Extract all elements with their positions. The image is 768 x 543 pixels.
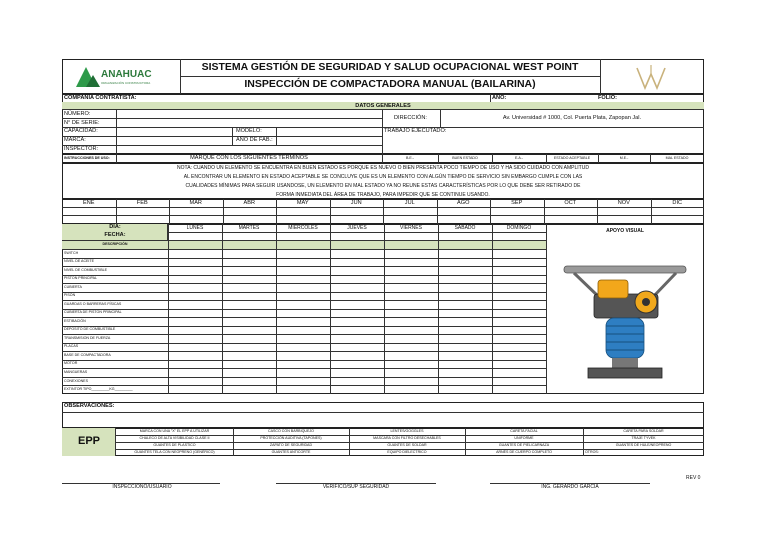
fab-year-label: AÑO DE FAB.:: [236, 137, 273, 143]
observations-box: [62, 402, 704, 428]
mark-terms: MARQUE CON LOS SIGUIENTES TÉRMINOS: [190, 155, 308, 161]
epp-item: CASCO CON BARBIQUEJO: [268, 429, 314, 433]
month-label: DIC: [672, 200, 683, 206]
inspection-item-label: CONEXIONES: [64, 378, 88, 383]
mountain-logo-icon: [76, 65, 100, 87]
epp-item: GUANTES TELA CON NEOPRENO (GENÉRICO): [134, 450, 215, 454]
inspection-item-label: BASE DE COMPACTADORA: [64, 352, 111, 357]
row-divider: [62, 249, 546, 250]
work-executed-label: TRABAJO EJECUTADO:: [384, 128, 447, 134]
company-label: COMPAÑÍA CONTRATISTA:: [64, 95, 137, 101]
row-divider: [62, 266, 546, 267]
inspection-item-label: PISÓN: [64, 293, 76, 298]
epp-item: UNIFORME: [514, 436, 534, 440]
inspection-item-label: SWITCH: [64, 250, 79, 255]
row-divider: [62, 258, 546, 259]
inspection-item-label: GUARDAS O BARRERAS FÍSICAS: [64, 301, 122, 306]
folio-label: FOLIO:: [598, 95, 617, 101]
day-label: SÁBADO: [454, 225, 476, 231]
row-divider: [62, 360, 546, 361]
inspection-item-label: EXTINTOR TIPO_________KG_________: [64, 387, 133, 392]
header-divider: [180, 76, 600, 77]
inspection-item-label: NIVEL DE COMBUSTIBLE: [64, 267, 108, 272]
month-label: JUN: [350, 200, 362, 206]
epp-item: CARETA FACIAL: [510, 429, 538, 433]
row-divider: [62, 240, 546, 241]
row-divider: [168, 232, 546, 233]
note-line: NOTA: CUANDO UN ELEMENTO SE ENCUENTRA EN BUEN ESTADO ES PORQUE ES NUEVO O BIEN PRESENTA POCO TIEMPO DE USO Y HA SIDO CUIDADO CON AMPLITUD: [177, 165, 589, 171]
month-label: OCT: [564, 200, 577, 206]
capacity-label: CAPACIDAD:: [64, 128, 98, 134]
description-label: DESCRIPCIÓN: [102, 242, 128, 246]
inspection-item-label: DEPOSITO DE COMBUSTIBLE: [64, 327, 116, 332]
note-line: FORMA INMEDIATA DEL ÁREA DE TRABAJO, PARA IMPEDIR QUE SE CONTINUE USANDO.: [276, 192, 490, 198]
serial-label: N° DE SERIE:: [64, 120, 100, 126]
form-title: SISTEMA GESTIÓN DE SEGURIDAD Y SALUD OCUPACIONAL WEST POINT: [201, 61, 579, 73]
logo-text: ANAHUAC: [101, 69, 152, 80]
row-divider: [62, 385, 546, 386]
number-label: NÚMERO:: [64, 111, 91, 117]
month-label: MAR: [189, 200, 202, 206]
epp-item: GUANTES ANTICORTE: [271, 450, 311, 454]
row-divider: [62, 343, 546, 344]
day-label: VIERNES: [400, 225, 422, 231]
logo-subtext: ORGANIZACIÓN CONSTRUCTORA: [101, 81, 151, 85]
day-label: JUEVES: [347, 225, 367, 231]
row-divider: [62, 377, 546, 378]
inspection-item-label: TRANSMISION DE FUERZA: [64, 335, 111, 340]
signature-inspector: INSPECCIONÓ/USUARIO: [112, 484, 172, 490]
epp-item: GUANTES DE PLASTICO: [153, 443, 196, 447]
month-label: AGO: [457, 200, 470, 206]
signature-engineer: ING. GERARDO GARCIA: [541, 484, 599, 490]
month-label: MAY: [296, 200, 309, 206]
epp-item: ARNÉS DE CUERPO COMPLETO: [496, 450, 552, 454]
revision-label: REV 0: [686, 475, 701, 481]
inspection-item-label: MOTOR: [64, 361, 78, 366]
day-label: MARTES: [238, 225, 260, 231]
year-label: AÑO:: [492, 95, 507, 101]
note-line: CUALIDADES MÍNIMAS PARA SEGUIR USANDOSE, UN ELEMENTO EN MAL ESTADO YA NO REUNE ESTAS CARACTERÍSTICAS POR LO QUE DEBE SER RETIRADO DE: [185, 183, 581, 189]
epp-item: LENTES/GOGGLES: [390, 429, 424, 433]
inspector-label: INSPECTOR:: [64, 146, 99, 152]
address-value: Av. Universidad # 1000, Col. Puerta Plata, Zapopan Jal.: [502, 115, 642, 121]
compactor-image: [560, 244, 690, 384]
date-label: FECHA:: [104, 232, 126, 238]
epp-item: GUANTES DE SOLDAR: [387, 443, 427, 447]
epp-item: GUANTES DE HULE/NEOPRENO: [615, 443, 672, 447]
row-divider: [62, 368, 546, 369]
inspection-item-label: CUBIERTA DE PISTON PRINCIPAL: [64, 310, 122, 315]
epp-item: EQUIPO DIELECTRICO: [387, 450, 427, 454]
address-label: DIRECCIÓN:: [394, 115, 427, 121]
legend-ea-desc: ESTADO ACEPTABLE: [553, 156, 591, 160]
month-label: SEP: [511, 200, 523, 206]
westpoint-logo-icon: [634, 62, 668, 92]
inspection-item-label: PISTON PRINCIPAL: [64, 276, 98, 281]
company-logo: [76, 63, 176, 91]
month-label: JUL: [404, 200, 415, 206]
day-label: MIÉRCOLES: [288, 225, 318, 231]
day-label: DÍA:: [109, 224, 121, 230]
epp-item: TRAJE TYVEK: [631, 436, 656, 440]
inspection-item-label: CUBIERTA: [64, 284, 82, 289]
row-divider: [62, 300, 546, 301]
epp-item: CHALECO DE ALTA VISIBILIDAD CLASE II: [139, 436, 210, 440]
inspection-item-label: NIVEL DE ACEITE: [64, 259, 95, 264]
epp-item: PROTECCIÓN AUDITIVA (TAPONES): [260, 436, 322, 440]
epp-item: OTROS:: [585, 450, 599, 454]
row-divider: [62, 317, 546, 318]
month-label: FEB: [136, 200, 148, 206]
day-label: DOMINGO: [506, 225, 532, 231]
epp-label: EPP: [77, 435, 100, 447]
brand-label: MARCA:: [64, 137, 86, 143]
row-divider: [62, 283, 546, 284]
row-divider: [62, 309, 546, 310]
day-label: LUNES: [186, 225, 204, 231]
legend-me-desc: MAL ESTADO: [665, 156, 689, 160]
signature-supervisor: VERIFICÓ/SUP SEGURIDAD: [322, 484, 390, 490]
epp-item: MARCA CON UNA "X" EL EPP A UTILIZAR: [139, 429, 210, 433]
general-data-title: DATOS GENERALES: [355, 103, 411, 109]
month-label: ABR: [243, 200, 255, 206]
row-divider: [62, 275, 546, 276]
epp-item: GUANTES DE PIEL/CARNAZA: [498, 443, 550, 447]
legend-be-desc: BUEN ESTADO: [452, 156, 478, 160]
note-line: AL ENCONTRAR UN ELEMENTO EN ESTADO ACEPTABLE SE CONCLUYE QUE ES UN ELEMENTO CON ALGÚN TIEMPO DE SERVICIO SIN EMBARGO CUMPLE CON LAS: [183, 174, 583, 180]
model-label: MODELO:: [236, 128, 262, 134]
month-label: NOV: [617, 200, 630, 206]
row-divider: [62, 334, 546, 335]
header-divider: [600, 59, 601, 94]
epp-item: MASCARA CON FILTRO DESECHABLES: [373, 436, 441, 440]
inspection-item-label: ESTIBACIÓN: [64, 318, 86, 323]
inspection-item-label: MANGUERAS: [64, 370, 88, 374]
legend-be: B.E.-: [406, 156, 414, 160]
inspection-item-label: PLACAS: [64, 344, 79, 349]
row-divider: [62, 351, 546, 352]
visual-support-title: APOYO VISUAL: [606, 228, 644, 234]
row-divider: [62, 292, 546, 293]
epp-item: CARETA PARA SOLDAR: [623, 429, 664, 433]
observations-label: OBSERVACIONES:: [64, 403, 115, 409]
month-label: ENE: [82, 200, 95, 206]
instructions-label: INSTRUCCIONES DE USO:: [64, 156, 110, 160]
legend-ea: E.A.-: [515, 156, 523, 160]
row-divider: [62, 326, 546, 327]
epp-item: ZAPATO DE SEGURIDAD: [269, 443, 313, 447]
legend-me: M.E.-: [619, 156, 629, 160]
form-subtitle: INSPECCIÓN DE COMPACTADORA MANUAL (BAILARINA): [244, 78, 536, 90]
